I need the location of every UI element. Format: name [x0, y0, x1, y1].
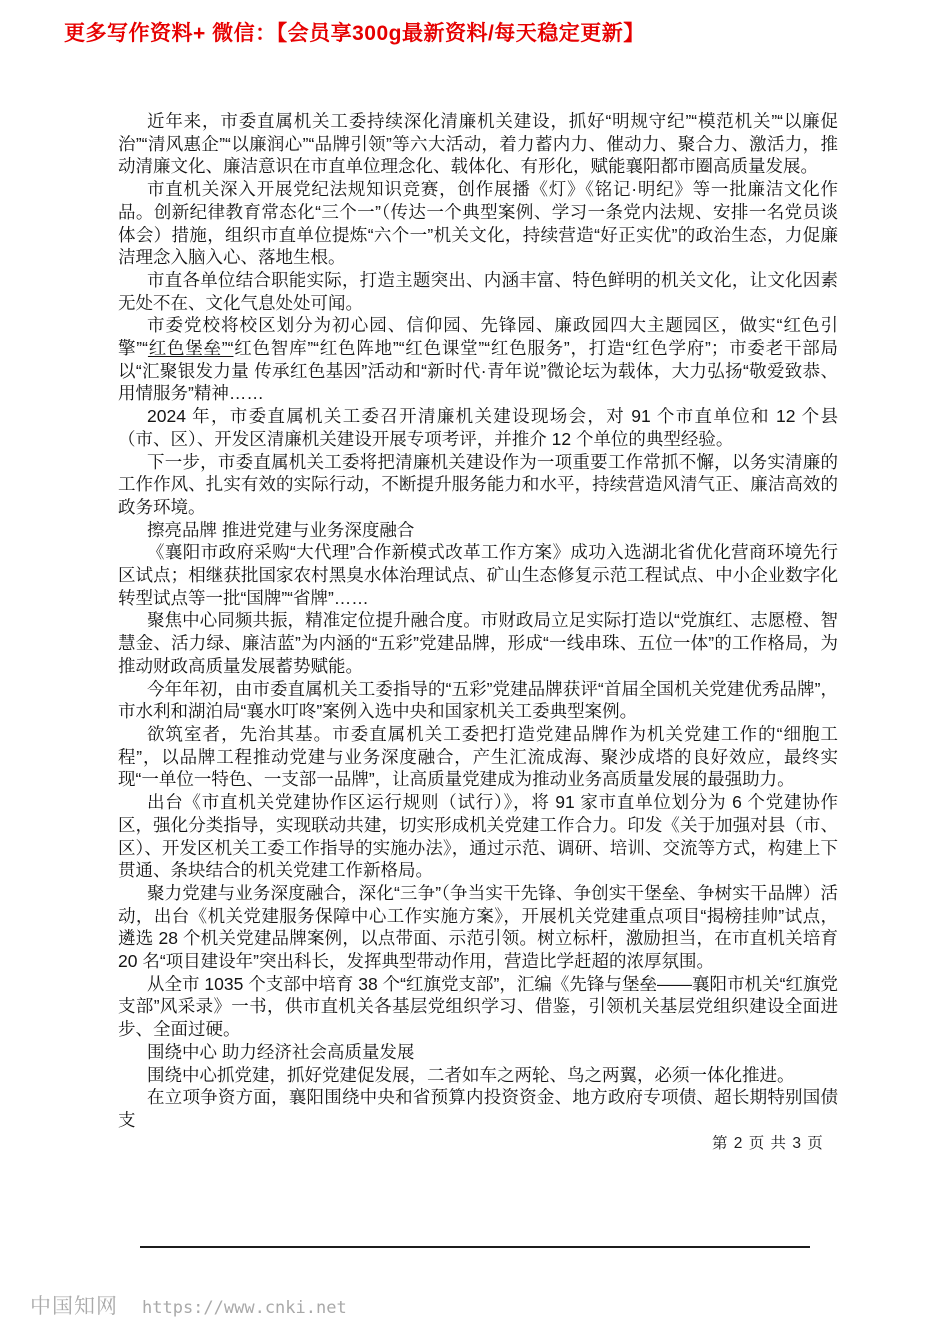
document-paragraph: 《襄阳市政府采购“大代理”合作新模式改革工作方案》成功入选湖北省优化营商环境先行区试点；相继获批国家农村黑臭水体治理试点、矿山生态修复示范工程试点、中小企业数字化转型试点等一批“国牌”“省牌”…… — [118, 542, 838, 608]
document-paragraph: 下一步，市委直属机关工委将把清廉机关建设作为一项重要工作常抓不懈，以务实清廉的工作作风、扎实有效的实际行动，不断提升服务能力和水平，持续营造风清气正、廉洁高效的政务环境。 — [118, 451, 838, 517]
document-paragraph: 在立项争资方面，襄阳围绕中央和省预算内投资资金、地方政府专项债、超长期特别国债支 — [118, 1087, 838, 1130]
document-page-body — [118, 110, 838, 1132]
section-heading: 擦亮品牌 推进党建与业务深度融合 — [147, 519, 415, 540]
underlined-phrase: 红色堡垒”“ — [147, 338, 234, 359]
document-paragraph: 近年来，市委直属机关工委持续深化清廉机关建设，抓好“明规守纪”“模范机关”“以廉促治”“清风惠企”“以廉润心”“品牌引领”等六大活动，着力蓄内力、催动力、聚合力、激活力，推动清廉文化、廉洁意识在市直单位理念化、载体化、有形化，赋能襄阳都市圈高质量发展。 — [118, 111, 838, 177]
document-paragraph: 欲筑室者，先治其基。市委直属机关工委把打造党建品牌作为机关党建工作的“细胞工程”，以品牌工程推动党建与业务深度融合，产生汇流成海、聚沙成塔的良好效应，最终实现“一单位一特色、一支部一品牌”，让高质量党建成为推动业务高质量发展的最强助力。 — [118, 723, 838, 790]
cnki-watermark — [30, 1290, 347, 1320]
document-paragraph: 市委党校将校区划分为初心园、信仰园、先锋园、廉政园四大主题园区，做实“红色引擎”“红色堡垒”“红色智库”“红色阵地”“红色课堂”“红色服务”，打造“红色学府”；市委老干部局以“汇聚银发力量 传承红色基因”活动和“新时代·青年说”微论坛为载体，大力弘扬“敬爱致恭、用情服务”精神…… — [118, 315, 839, 404]
section-heading: 围绕中心 助力经济社会高质量发展 — [147, 1041, 415, 1062]
document-paragraph: 聚焦中心同频共振，精准定位提升融合度。市财政局立足实际打造以“党旗红、志愿橙、智慧金、活力绿、廉洁蓝”为内涵的“五彩”党建品牌，形成“一线串珠、五位一体”的工作格局，为推动财政高质量发展蓄势赋能。 — [118, 610, 838, 676]
document-paragraph: 出台《市直机关党建协作区运行规则（试行）》，将 91 家市直单位划分为 6 个党建协作区，强化分类指导，实现联动共建，切实形成机关党建工作合力。印发《关于加强对县（市、区）、开发区机关工委工作指导的实施办法》，通过示范、调研、培训、交流等方式，构建上下贯通、条块结合的机关党建工作新格局。 — [118, 792, 838, 881]
cnki-site-name: 中国知网 — [30, 1294, 118, 1318]
document-paragraph: 今年年初，由市委直属机关工委指导的“五彩”党建品牌获评“首届全国机关党建优秀品牌”，市水利和湖泊局“襄水叮咚”案例入选中央和国家机关工委典型案例。 — [118, 678, 838, 722]
document-paragraph: 从全市 1035 个支部中培育 38 个“红旗党支部”，汇编《先锋与堡垒——襄阳市机关“红旗党支部”风采录》一书，供市直机关各基层党组织学习、借鉴，引领机关基层党组织建设全面进步、全面过硬。 — [118, 973, 838, 1040]
document-paragraph: 围绕中心抓党建，抓好党建促发展，二者如车之两轮、鸟之两翼，必须一体化推进。 — [147, 1064, 795, 1085]
document-paragraph: 2024 年，市委直属机关工委召开清廉机关建设现场会，对 91 个市直单位和 12 个县（市、区）、开发区清廉机关建设开展专项考评，并推介 12 个单位的典型经验。 — [118, 406, 838, 449]
document-paragraph: 市直各单位结合职能实际，打造主题突出、内涵丰富、特色鲜明的机关文化，让文化因素无处不在、文化气息处处可闻。 — [118, 269, 838, 313]
footer-divider-line — [140, 1246, 810, 1248]
cnki-site-url: https://www.cnki.net — [142, 1298, 347, 1318]
page-number: 第 2 页 共 3 页 — [712, 1135, 824, 1152]
document-paragraph: 聚力党建与业务深度融合，深化“三争”（争当实干先锋、争创实干堡垒、争树实干品牌）活动，出台《机关党建服务保障中心工作实施方案》，开展机关党建重点项目“揭榜挂帅”试点，遴选 28 个机关党建品牌案例，以点带面、示范引领。树立标杆，激励担当，在市直机关培育 20 名“项目建设年”突出科长，发挥典型带动作用，营造比学赶超的浓厚氛围。 — [118, 882, 838, 972]
document-paragraph: 市直机关深入开展党纪法规知识竞赛，创作展播《灯》《铭记·明纪》等一批廉洁文化作品。创新纪律教育常态化“三个一”（传达一个典型案例、学习一条党内法规、安排一名党员谈体会）措施，组织市直单位提炼“六个一”机关文化，持续营造“好正实优”的政治生态，力促廉洁理念入脑入心、落地生根。 — [118, 179, 838, 268]
promo-header-text: 更多写作资料+ 微信：【会员享300g最新资料/每天稳定更新】 — [64, 22, 645, 45]
